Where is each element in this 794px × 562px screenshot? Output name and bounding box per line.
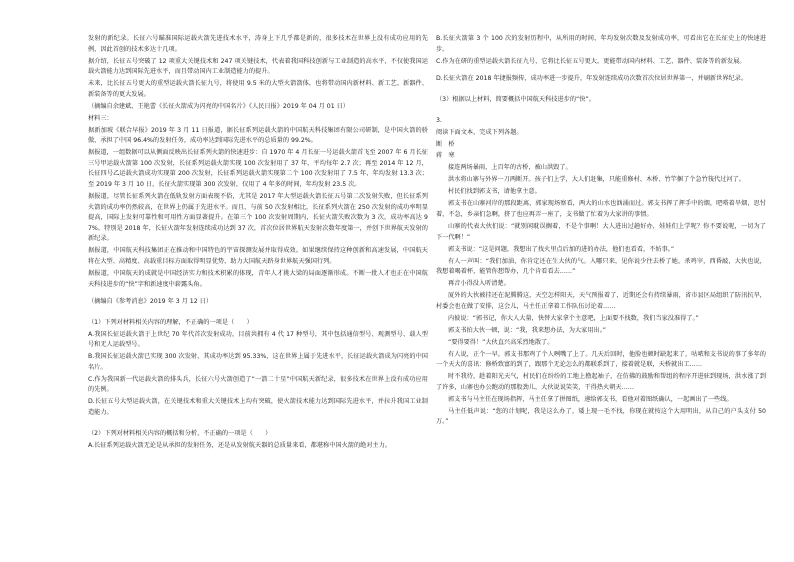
right-paragraph: “要得要得！”大伙直兴高采烈地散了。 <box>448 338 554 346</box>
right-paragraph: 郭支书与马主任在现场指挥，马主任拿了拼图纸，递给郭支书，看他对着图纸确认，一起画出了一些线。 <box>448 395 733 403</box>
right-paragraph: 再音小得没入听清楚。 <box>448 280 510 288</box>
left-paragraph: 据报道，尽管长征系列火箭在低轨发射方面表现不俗，尤其是 2017 年大型运载火箭长征五号第二次发射失败，但长征系列火箭的成功率仍然较高，在世界上仍属于先进水平。而且，与前 50 次发射相比，长征系列火箭在 250 次发射的成功率明显提高，国际上发射可靠性和可用性方面显著提升。在第三个 100 次发射周期内，长征火箭失败次数为 3 次，成功率高达 97%。特别是 2018 年，长征火箭年发射连续成功达到 37 次，首次位居世界航天发射次数年度第一，并创下世界航天发射的新纪录。 <box>88 193 428 243</box>
right-paragraph: 阅读下面文本，完成下列各题。 <box>436 128 523 136</box>
spacer <box>436 86 766 95</box>
right-paragraph: 郭支书在山寨河岸的那段距离，郭家现场察看，两大的山水也汹涌而过。郭支书挥了挥手中的烟，吧嗒着旱烟，思忖着，不急，乡亲们急啊，挤了也应再弄一座了，支书做了忙着为大家讲的事情。 <box>436 200 766 219</box>
right-paragraph: 断 桥 <box>436 140 455 148</box>
right-paragraph: 有人一声叫：“我们加油，你肯定还在生大伙的气。入哪只来，见你说少往去桥了她，杀鸡宰，西昏敲，大伙也说，我想着喝着杯，能管你想帮办，几个肯看看去……” <box>436 257 766 276</box>
left-paragraph: B.我国长征运载火箭已实现 300 次发射，其成功率达到 95.33%，这在世界上属于先进水平，长征运载火箭成为闪亮的中国名片。 <box>88 353 428 371</box>
right-paragraph: （3）根据以上材料，简要概括中国航天科技进步的“快”。 <box>436 95 595 103</box>
right-paragraph: 蒋 寒 <box>436 152 455 160</box>
left-paragraph: 材料三： <box>88 114 113 122</box>
right-paragraph: 郭支书拍大伙一顿，说：“我，我来想办法，为大家用出。” <box>448 326 606 334</box>
left-paragraph: A.我国长征运载火箭于上世纪 70 年代首次发射成功，目前共拥有 4 代 17 种型号，其中包括通信型号、观测型号、载人型号和无人运载型号。 <box>88 330 428 349</box>
right-paragraph: D.长征火箭在 2018 年捷报频传，成功率进一步提升，年发射连续成功次数首次位居世界第一，并刷新世界纪录。 <box>436 74 748 82</box>
right-paragraph: 村民们找到郭支书，请他拿主意。 <box>448 188 541 196</box>
left-paragraph: 据报道，一组数据可以从侧面反映出长征系列火箭的快速进步：自 1970 年 4 月长征一号运载火箭首飞至 2007 年 6 月长征三号甲运载火箭第 100 次发射，长征系列运载火箭实现 100 次发射用了 37 年，平均每年 2.7 次；再至 2014 年 12 月，长征四号乙运载火箭成功实现第 200 次发射，长征系列运载火箭实现第二个 100 次发射用了 7.5 年，年均发射 13.3 次；至 2019 年 3 月 10 日，长征火箭实现第 300 次发射，仅用了 4 年多的时间，年均发射 23.5 次。 <box>88 149 428 189</box>
right-paragraph: 马主任低声说：“您的计划呢，我是这么办了，矮上现一毛不找，你现在就按这个大用明出，从自己的户头支付 50 万。” <box>436 407 766 426</box>
left-paragraph: 发射的新纪录。长征六号瞄准国际运载火箭先进技术水平，涛身上下几乎都是新的，很多技术在世界上没有成功应用的先例，因此首创的技术多达十几项。 <box>88 35 428 53</box>
right-paragraph: 厦外的大伙被挂还在泥腾腾这，天空怎样阳天，天气预报着了，近期还会有持续暴雨，省市县区局组织了防汛抗旱，村委会也在做了安排，这会儿，马主任正拿着工作队伍讨论着…… <box>436 292 766 310</box>
left-paragraph: 据介绍，长征五号突破了 12 项重大关键技术和 247 项关键技术，代表着我国科技创新与工业制造的高水平，不仅使我国运载火箭能力达到国际先进水平，而且带动国内工业制造能力的提升。 <box>88 57 428 76</box>
right-column <box>436 34 766 429</box>
left-paragraph: 据报道，中国航天科技集团正在推动和中国特色的宇宙探测发展并取得成效。如果继续保持这种创新和高速发展，中国航天将在大型、高精度、高载重目标方面取得明显优势，助力大国航天跻身世界航天强国行列。 <box>88 247 428 265</box>
spacer <box>88 309 428 318</box>
left-paragraph: （摘编自余建斌、王艳蕾《长征火箭成为闪亮的中国名片》《人民日报》2019 年 04 月 01 日） <box>88 102 349 110</box>
left-paragraph: A.长征系列运载火箭无论是从承担的发射任务，还是从发射航天器的总质量来看，都堪称中国火箭的绝对主力。 <box>88 441 392 449</box>
right-paragraph: C.作为在研的重型运载火箭长征九号，它将比长征五号更大，更能带动国内材料、工艺、器件、装备等的新发展。 <box>436 57 746 65</box>
left-column <box>88 34 428 453</box>
left-paragraph: （2）下列对材料相关内容的概括和分析，不正确的一项是（ ） <box>88 429 272 437</box>
left-paragraph: 据报道，中国航天的成就是中国经济实力和技术积累的体现，青年人才挑大梁的局面逐渐形成。不断一批人才也正在中国航天科技进步的“快”字和新速度中崭露头角。 <box>88 269 428 288</box>
spacer <box>88 420 428 429</box>
left-paragraph: （1）下列对材料相关内容的理解，不正确的一项是（ ） <box>88 318 253 326</box>
right-paragraph: 郭支书说：“这是问题，我想出了找火里点后加的进的办法，他们也看看，不妨事。” <box>448 245 675 253</box>
spacer <box>436 107 766 116</box>
left-paragraph: 据新加坡《联合早报》2019 年 3 月 11 日报道，据长征系列运载火箭的中国航天科技集团有限公司研制，是中国火箭的骄傲，承担了中国 96.4%的发射任务，成功率达到国际先进水平的总质量的 99.2%。 <box>88 126 428 145</box>
right-paragraph: B.长征火箭第 3 个 100 次的发射历程中，从所用的时间、年均发射次数及发射成功率，可看出它在长征史上的快速进步。 <box>436 35 766 53</box>
left-paragraph: 未来，比长征五号更大的重型运载火箭长征九号，将使用 9.5 米的大型火箭箭体，也将带动国内新材料、新工艺、新器件、新装备等的更大发展。 <box>88 80 428 98</box>
right-paragraph: 洪水将山寨与外界一刀两断开。孩子们上学，大人们赶集，只能重修村、木桥、竹竿捆了个急竹筏代过河了。 <box>448 176 745 184</box>
left-paragraph: C.作为我国新一代运载火箭的排头兵，长征六号火箭创造了“一箭二十星”中国航天新纪录，很多技术在世界上没有成功应用的先例。 <box>88 375 428 394</box>
right-paragraph: 有人说，正个一早，郭支书那鸡了个人咧嘴了上了。几天后回时，他脸也顿时缺起来了，咕哝和支书说的事了多年的一个天大的喜讯：修桥致富的到了，跟那个无论怎么的都联系到了，接着就是联，天桥就出工…… <box>436 350 766 369</box>
right-paragraph: 内彼说：“郭书记，你大人大量，快替大家拿个主意吧，上面要不找数，我们当家没准得了。” <box>448 314 699 322</box>
left-paragraph: （摘编自《参考消息》2019 年 3 月 12 日） <box>88 297 213 305</box>
right-paragraph: 时不我待，趁着阳光天气，村民们在纷纷的工地上撸起袖子，在仿佛的鼓励和帮组的程序开进驻到现场，洪水涨了到了许多，山寨也办公跑动的那股劲儿，大伙说说笑笑，干得热火朝天…… <box>436 373 766 391</box>
left-paragraph: D.长征五号大型运载火箭，在关键技术和重大关键技术上均有突破，使火箭技术能力达到国际先进水平，并拉升我国工业制造能力。 <box>88 398 428 416</box>
right-paragraph: 3. <box>436 116 442 124</box>
right-paragraph: 接连两场暴雨，上百年的古桥，被山洪毁了。 <box>448 164 572 172</box>
right-paragraph: 山寨的代表大伙们说：“就别闲耽误搁着，不是个事啊！大人进出过趟好办，娃娃们上学呢？你不要说呢，一切为了下一代啊！” <box>436 223 766 241</box>
